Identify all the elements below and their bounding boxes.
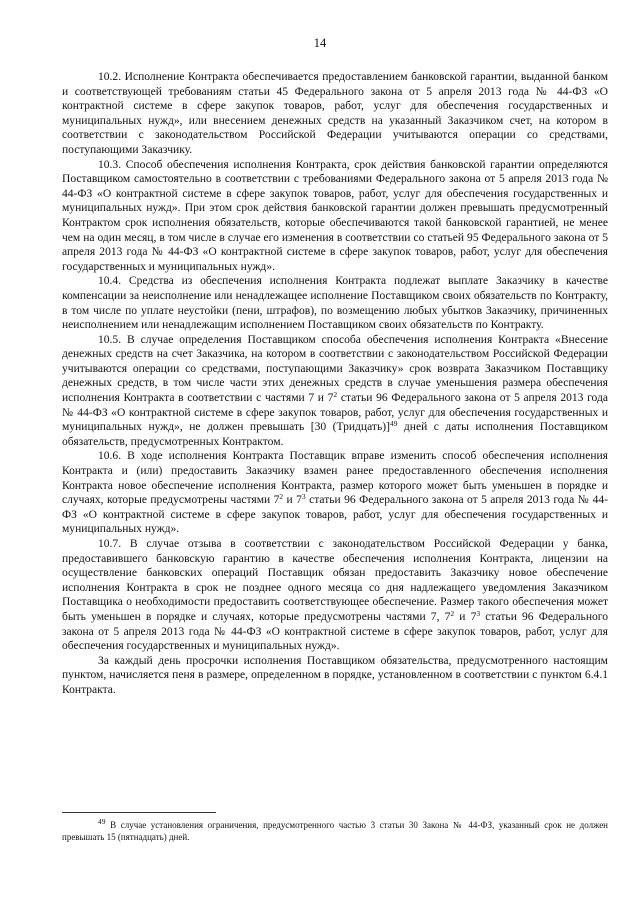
superscript: 3: [476, 608, 481, 618]
paragraph-text: 10.2. Исполнение Контракта обеспечивается предоставлением банковской гарантии, выданной банком и соответствующей требованиям статьи 45 Федерального закона от 5 апреля 2013 года № 44-ФЗ «О контрактной системе в сфере закупок товаров, работ, услуг для обеспечения государственных и муниципальных нужд», или внесением денежных средств на указанный Заказчиком счет, на котором в соответствии с законодательством Российской Федерации учитываются операции со средствами, поступающими Заказчику.: [62, 71, 608, 156]
paragraph-10-5: [62, 333, 608, 450]
footnote-text: В случае установления ограничения, предусмотренного частью 3 статьи 30 Закона № 44-ФЗ, указанный срок не должен превышать 15 (пятнадцать) дней.: [62, 820, 608, 842]
paragraph-10-6: [62, 449, 608, 537]
superscript: 2: [450, 608, 455, 618]
paragraph-10-7: [62, 537, 608, 654]
superscript: 3: [301, 492, 306, 502]
paragraph-text: 10.5. В случае определения Поставщиком способа обеспечения исполнения Контракта «Внесение денежных средств на счет Заказчика, на котором в соответствии с законодательством Российской Федерации учитываются операции со средствами, поступающими Заказчику» срок возврата Заказчиком Поставщику денежных средств, в том числе части этих денежных средств в случае уменьшения размера обеспечения исполнения Контракта в соответствии с частями 7 и 7: [62, 333, 608, 405]
paragraph-10-4: [62, 274, 608, 332]
footnote-marker: 49: [98, 817, 106, 826]
paragraph-text: 10.3. Способ обеспечения исполнения Контракта, срок действия банковской гарантии определяются Поставщиком самостоятельно в соответствии с требованиями Федерального закона от 5 апреля 2013 года № 44-ФЗ «О контрактной системе в сфере закупок товаров, работ, услуг для обеспечения государственных и муниципальных нужд». При этом срок действия банковской гарантии должен превышать предусмотренный Контрактом срок исполнения обязательств, которые обеспечиваются такой банковской гарантией, не менее чем на один месяц, в том числе в случае его изменения в соответствии со статьей 95 Федерального закона от 5 апреля 2013 года № 44-ФЗ «О контрактной системе в сфере закупок товаров, работ, услуг для обеспечения государственных и муниципальных нужд».: [62, 158, 608, 273]
paragraph-penalty: [62, 654, 608, 698]
paragraph-text: статьи 96 Федерального закона от 5 апреля 2013 года № 44-ФЗ «О контрактной системе в сфере закупок товаров, работ, услуг для обеспечения государственных и муниципальных нужд».: [62, 610, 608, 653]
page-number: 14: [313, 36, 327, 50]
footnote-reference[interactable]: 49: [389, 419, 398, 429]
paragraph-text: 10.6. В ходе исполнения Контракта Поставщик вправе изменить способ обеспечения исполнения Контракта и (или) предоставить Заказчику взамен ранее предоставленного обеспечения исполнения Контракта новое обеспечение исполнения Контракта, размер которого может быть уменьшен в порядке и случаях, которые предусмотрены частями 7: [62, 450, 608, 507]
paragraph-text: 10.7. В случае отзыва в соответствии с законодательством Российской Федерации у банка, предоставившего банковскую гарантию в качестве обеспечения исполнения Контракта, лицензии на осуществление банковских операций Поставщик обязан предоставить Заказчику новое обеспечение исполнения Контракта в срок не позднее одного месяца со дня надлежащего уведомления Заказчиком Поставщика о необходимости предоставить соответствующее обеспечение. Размер такого обеспечения может быть уменьшен в порядке и случаях, которые предусмотрены частями 7, 7: [62, 538, 608, 623]
paragraph-text: дней с даты исполнения Поставщиком обязательств, предусмотренных Контрактом.: [62, 421, 608, 448]
superscript: 2: [279, 492, 284, 502]
paragraph-text: и 7: [454, 610, 477, 623]
paragraph-text: статьи 96 Федерального закона от 5 апреля 2013 года № 44-ФЗ «О контрактной системе в сфере закупок товаров, работ, услуг для обеспечения государственных и муниципальных нужд», не должен превышать [30 (Тридцать)]: [62, 392, 608, 434]
paragraph-text: 10.4. Средства из обеспечения исполнения Контракта подлежат выплате Заказчику в качестве компенсации за неисполнение или ненадлежащее исполнение Поставщиком своих обязательств по Контракту, в том числе по уплате неустойки (пени, штрафов), по возмещению любых убытков Заказчику, причиненных неисполнением или ненадлежащим исполнением Поставщиком своих обязательств по Контракту.: [62, 275, 608, 332]
paragraph-text: За каждый день просрочки исполнения Поставщиком обязательства, предусмотренного настоящим пунктом, начисляется пеня в размере, определенном в порядке, установленном в соответствии с пунктом 6.4.1 Контракта.: [62, 654, 608, 696]
footnote-49: [62, 817, 608, 843]
superscript: 2: [333, 390, 338, 400]
document-body: [62, 70, 608, 698]
footnote-separator: [62, 812, 216, 813]
paragraph-text: статьи 96 Федерального закона от 5 апреля 2013 года № 44-ФЗ «О контрактной системе в сфере закупок товаров, работ, услуг для обеспечения государственных и муниципальных нужд».: [62, 494, 608, 536]
paragraph-10-3: [62, 158, 608, 275]
paragraph-text: и 7: [283, 494, 302, 507]
paragraph-10-2: [62, 70, 608, 158]
